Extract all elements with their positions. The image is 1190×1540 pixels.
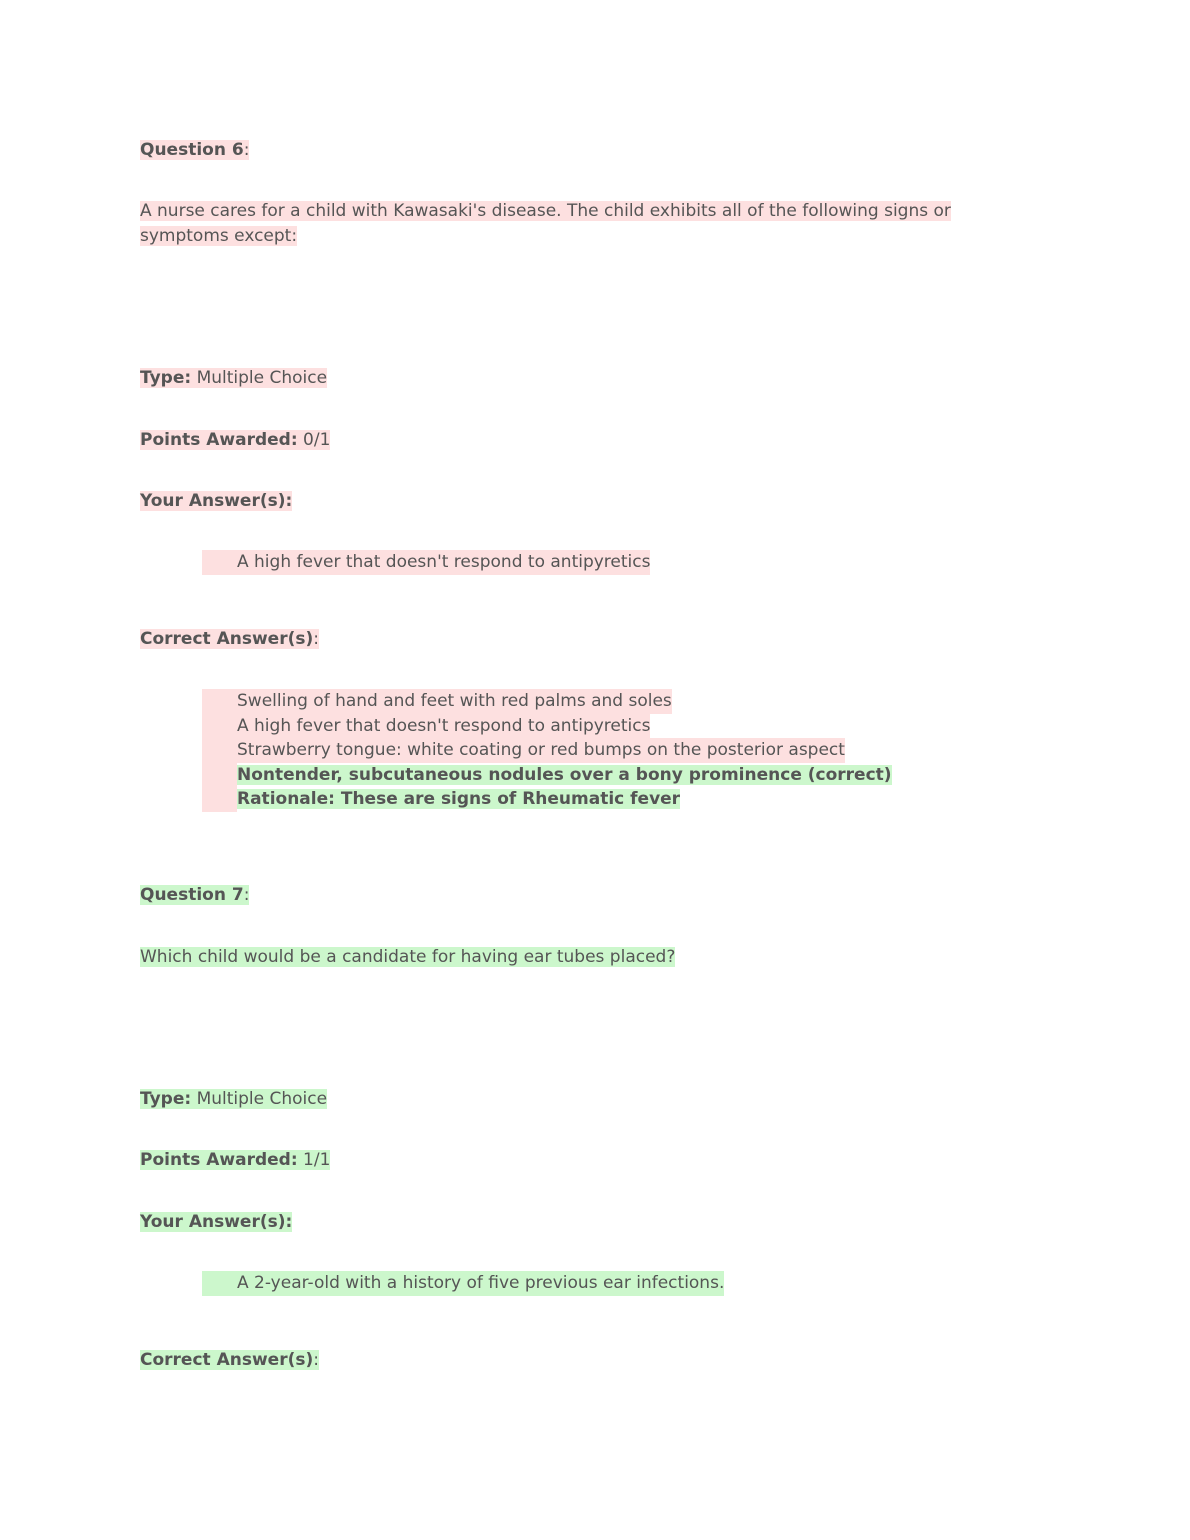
q6-question-text-block (140, 199, 1000, 249)
q7-points-label: Points Awarded: (140, 1150, 298, 1170)
q7-your-answers-label: Your Answer(s): (140, 1212, 293, 1232)
q6-heading: Question 6 (140, 140, 244, 160)
q6-correct-answer-4: Rationale: These are signs of Rheumatic fever (237, 789, 681, 809)
q7-question-text-block (140, 945, 1000, 970)
q7-your-answer-0: A 2-year-old with a history of five previous ear infections. (202, 1271, 724, 1296)
list-item (202, 689, 892, 714)
q7-correct-answers-line (140, 1348, 319, 1373)
q6-heading-line (140, 138, 249, 163)
q6-points-value: 0/1 (303, 430, 331, 450)
q6-type-label: Type: (140, 368, 192, 388)
q6-correct-answers-list (202, 689, 892, 812)
q6-correct-answer-0: Swelling of hand and feet with red palms and soles (202, 689, 672, 714)
list-item (202, 787, 892, 812)
list-item (202, 738, 892, 763)
q7-correct-colon: : (313, 1350, 319, 1370)
q6-your-answers-label: Your Answer(s): (140, 491, 293, 511)
list-item (202, 550, 650, 575)
q6-type-value: Multiple Choice (196, 368, 328, 388)
q7-points-line (140, 1148, 330, 1173)
q6-correct-answers-line (140, 627, 319, 652)
q6-correct-answer-3: Nontender, subcutaneous nodules over a bony prominence (correct) (237, 764, 892, 785)
q7-your-answers-list (202, 1271, 724, 1296)
q6-heading-colon: : (243, 140, 250, 160)
q6-points-line (140, 428, 330, 453)
q6-your-answers-line (140, 489, 292, 514)
q7-heading-line (140, 883, 249, 908)
q6-correct-colon: : (313, 629, 319, 649)
q7-question-text: Which child would be a candidate for having ear tubes placed? (140, 947, 676, 967)
q7-heading: Question 7 (140, 885, 244, 905)
q6-correct-answers-label: Correct Answer(s) (140, 629, 314, 649)
list-item (202, 714, 892, 739)
q7-your-answers-line (140, 1210, 292, 1235)
q7-correct-answers-label: Correct Answer(s) (140, 1350, 314, 1370)
q6-type-line (140, 366, 327, 391)
q7-type-label: Type: (140, 1089, 192, 1109)
q6-your-answers-list (202, 550, 650, 575)
q7-points-value: 1/1 (303, 1150, 331, 1170)
q6-your-answer-0: A high fever that doesn't respond to antipyretics (202, 550, 650, 575)
q6-correct-answer-1: A high fever that doesn't respond to antipyretics (202, 714, 650, 739)
q6-correct-answer-2: Strawberry tongue: white coating or red bumps on the posterior aspect (202, 738, 845, 763)
q7-type-line (140, 1087, 327, 1112)
list-item (202, 1271, 724, 1296)
list-item (202, 763, 892, 788)
q6-question-text: A nurse cares for a child with Kawasaki's disease. The child exhibits all of the following signs or symptoms except: (140, 201, 951, 246)
q7-type-value: Multiple Choice (196, 1089, 328, 1109)
q7-heading-colon: : (243, 885, 250, 905)
q6-points-label: Points Awarded: (140, 430, 298, 450)
